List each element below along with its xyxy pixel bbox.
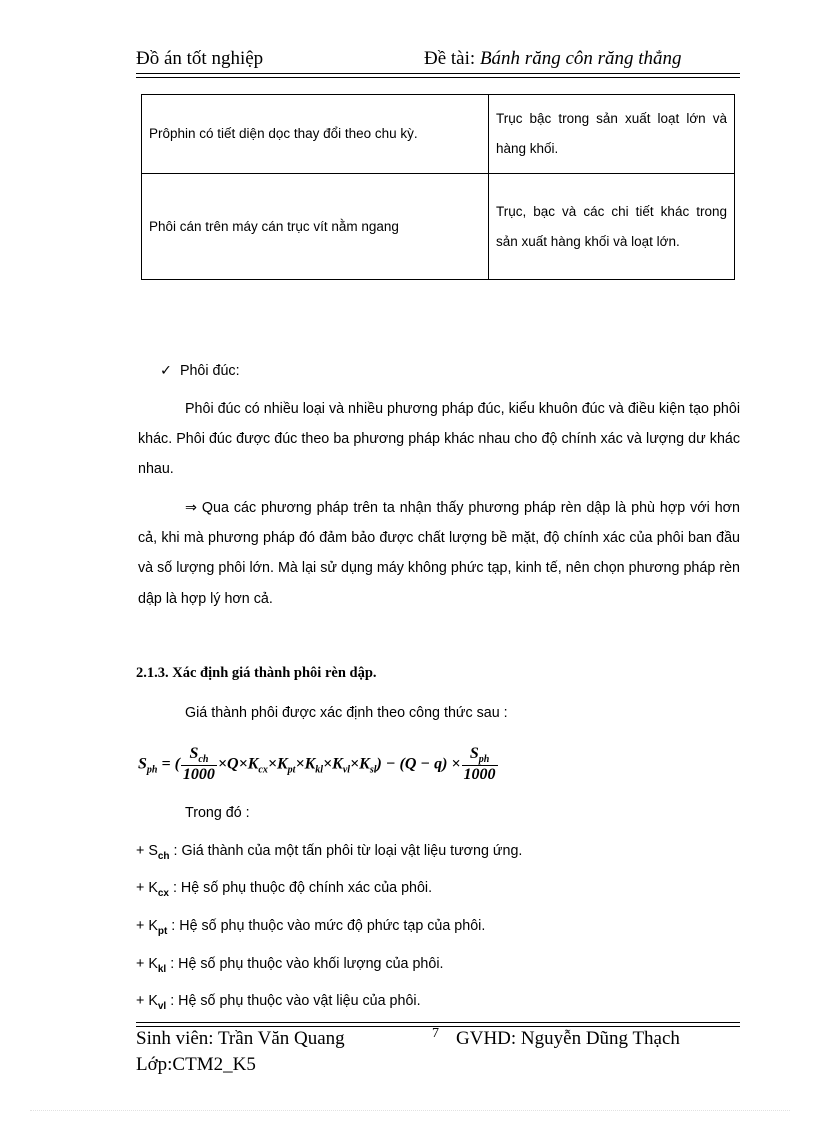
check-icon: ✓ bbox=[160, 363, 172, 379]
term-sub: kl bbox=[315, 764, 324, 776]
header-title: Đồ án tốt nghiệp bbox=[136, 48, 264, 69]
def-symbol-sub: kl bbox=[157, 963, 167, 975]
formula-minus: ) − (Q − q) × bbox=[376, 755, 461, 773]
table-row bbox=[142, 95, 735, 174]
header-rule bbox=[136, 73, 740, 74]
definition-item bbox=[136, 843, 522, 862]
times-sign: × bbox=[295, 755, 305, 773]
term-sub: pt bbox=[287, 764, 296, 776]
cast-blank-label bbox=[160, 363, 240, 379]
def-symbol-sub: cx bbox=[157, 887, 169, 899]
frac1-num-sub: ch bbox=[198, 754, 209, 766]
section-heading: 2.1.3. Xác định giá thành phôi rèn dập. bbox=[136, 665, 377, 681]
times-sign: × bbox=[217, 755, 228, 773]
term-k: K bbox=[359, 755, 370, 773]
header-topic-name: Bánh răng côn răng thẳng bbox=[479, 48, 682, 69]
where-label: Trong đó : bbox=[185, 805, 250, 821]
page-edge-divider bbox=[30, 1110, 790, 1111]
term-k: K bbox=[276, 755, 288, 773]
conclusion-text: Qua các phương pháp trên ta nhận thấy phương pháp rèn dập là phù hợp với hơn cả, khi mà phương pháp đó đảm bảo được chất lượng bề mặt, độ chính xác của phôi ban đầu và số lượng phôi lớn. Mà lại sử dụng máy không phức tạp, kinh tế, nên chọn phương pháp rèn dập là hợp lý hơn cả. bbox=[138, 500, 740, 607]
def-text: : Hệ số phụ thuộc vào khối lượng của phôi. bbox=[166, 956, 444, 972]
times-sign: × bbox=[350, 755, 360, 773]
formula-lhs: S bbox=[138, 755, 147, 773]
definition-item bbox=[136, 956, 443, 975]
table-cell-application: Trục, bạc và các chi tiết khác trong sản xuất hàng khối và loạt lớn. bbox=[489, 174, 735, 280]
definition-item bbox=[136, 880, 432, 899]
def-text: : Giá thành của một tấn phôi từ loại vật liệu tương ứng. bbox=[169, 843, 523, 859]
formula-intro: Giá thành phôi được xác định theo công thức sau : bbox=[185, 705, 508, 721]
table-cell-method: Prôphin có tiết diện dọc thay đổi theo chu kỳ. bbox=[142, 95, 489, 174]
times-sign: × bbox=[323, 755, 333, 773]
footer-student: Sinh viên: Trần Văn Quang bbox=[136, 1028, 345, 1049]
def-symbol: K bbox=[148, 956, 158, 972]
def-symbol: K bbox=[148, 918, 158, 934]
frac1-den: 1000 bbox=[182, 766, 215, 784]
def-prefix: + bbox=[136, 843, 149, 859]
def-symbol-sub: ch bbox=[157, 850, 170, 862]
def-symbol: K bbox=[148, 993, 158, 1009]
frac1-num: S bbox=[189, 745, 199, 762]
def-symbol: S bbox=[148, 843, 158, 859]
definition-item bbox=[136, 918, 485, 937]
implies-icon: ⇒ bbox=[185, 500, 197, 516]
header-rule-double bbox=[136, 77, 740, 78]
table-cell-application: Trục bậc trong sản xuất loạt lớn và hàng khối. bbox=[489, 95, 735, 174]
def-prefix: + bbox=[136, 956, 149, 972]
term-sub: cx bbox=[258, 764, 268, 776]
footer-class: Lớp:CTM2_K5 bbox=[136, 1054, 256, 1075]
def-symbol-sub: vl bbox=[157, 1000, 167, 1012]
page-number: 7 bbox=[432, 1026, 439, 1041]
header-topic bbox=[424, 48, 682, 70]
def-symbol: K bbox=[148, 880, 158, 896]
blank-method-table bbox=[141, 94, 735, 280]
term-sub: sl bbox=[369, 764, 377, 776]
frac2-num-sub: ph bbox=[478, 754, 490, 766]
term-k: K bbox=[304, 755, 316, 773]
def-prefix: + bbox=[136, 880, 149, 896]
header-topic-prefix: Đề tài: bbox=[424, 48, 480, 69]
term-k: K bbox=[247, 755, 259, 773]
def-text: : Hệ số phụ thuộc độ chính xác của phôi. bbox=[169, 880, 433, 896]
times-sign: × bbox=[267, 755, 277, 773]
cast-label-text: Phôi đúc: bbox=[179, 363, 240, 379]
term-k: K bbox=[332, 755, 343, 773]
term-q: Q bbox=[227, 755, 239, 773]
def-text: : Hệ số phụ thuộc vào mức độ phức tạp của phôi. bbox=[167, 918, 486, 934]
formula-lhs-sub: ph bbox=[146, 764, 158, 776]
table-cell-method: Phôi cán trên máy cán trục vít nằm ngang bbox=[142, 174, 489, 280]
formula-fraction-2 bbox=[462, 745, 498, 784]
definition-item bbox=[136, 993, 421, 1012]
cost-formula bbox=[138, 745, 499, 784]
def-prefix: + bbox=[136, 993, 149, 1009]
term-sub: vl bbox=[342, 764, 351, 776]
footer-advisor: GVHD: Nguyễn Dũng Thạch bbox=[456, 1028, 680, 1049]
times-sign: × bbox=[238, 755, 248, 773]
formula-eq: = ( bbox=[157, 755, 180, 773]
formula-fraction-1 bbox=[181, 745, 217, 784]
conclusion-paragraph bbox=[138, 493, 740, 614]
footer-rule bbox=[136, 1022, 740, 1023]
frac2-num: S bbox=[469, 745, 479, 762]
def-symbol-sub: pt bbox=[157, 925, 168, 937]
table-row bbox=[142, 174, 735, 280]
def-text: : Hệ số phụ thuộc vào vật liệu của phôi. bbox=[166, 993, 421, 1009]
cast-paragraph: Phôi đúc có nhiều loại và nhiều phương pháp đúc, kiểu khuôn đúc và điều kiện tạo phôi khác. Phôi đúc được đúc theo ba phương pháp khác nhau cho độ chính xác và lượng dư khác nhau. bbox=[138, 401, 740, 478]
def-prefix: + bbox=[136, 918, 149, 934]
frac2-den: 1000 bbox=[463, 766, 496, 784]
